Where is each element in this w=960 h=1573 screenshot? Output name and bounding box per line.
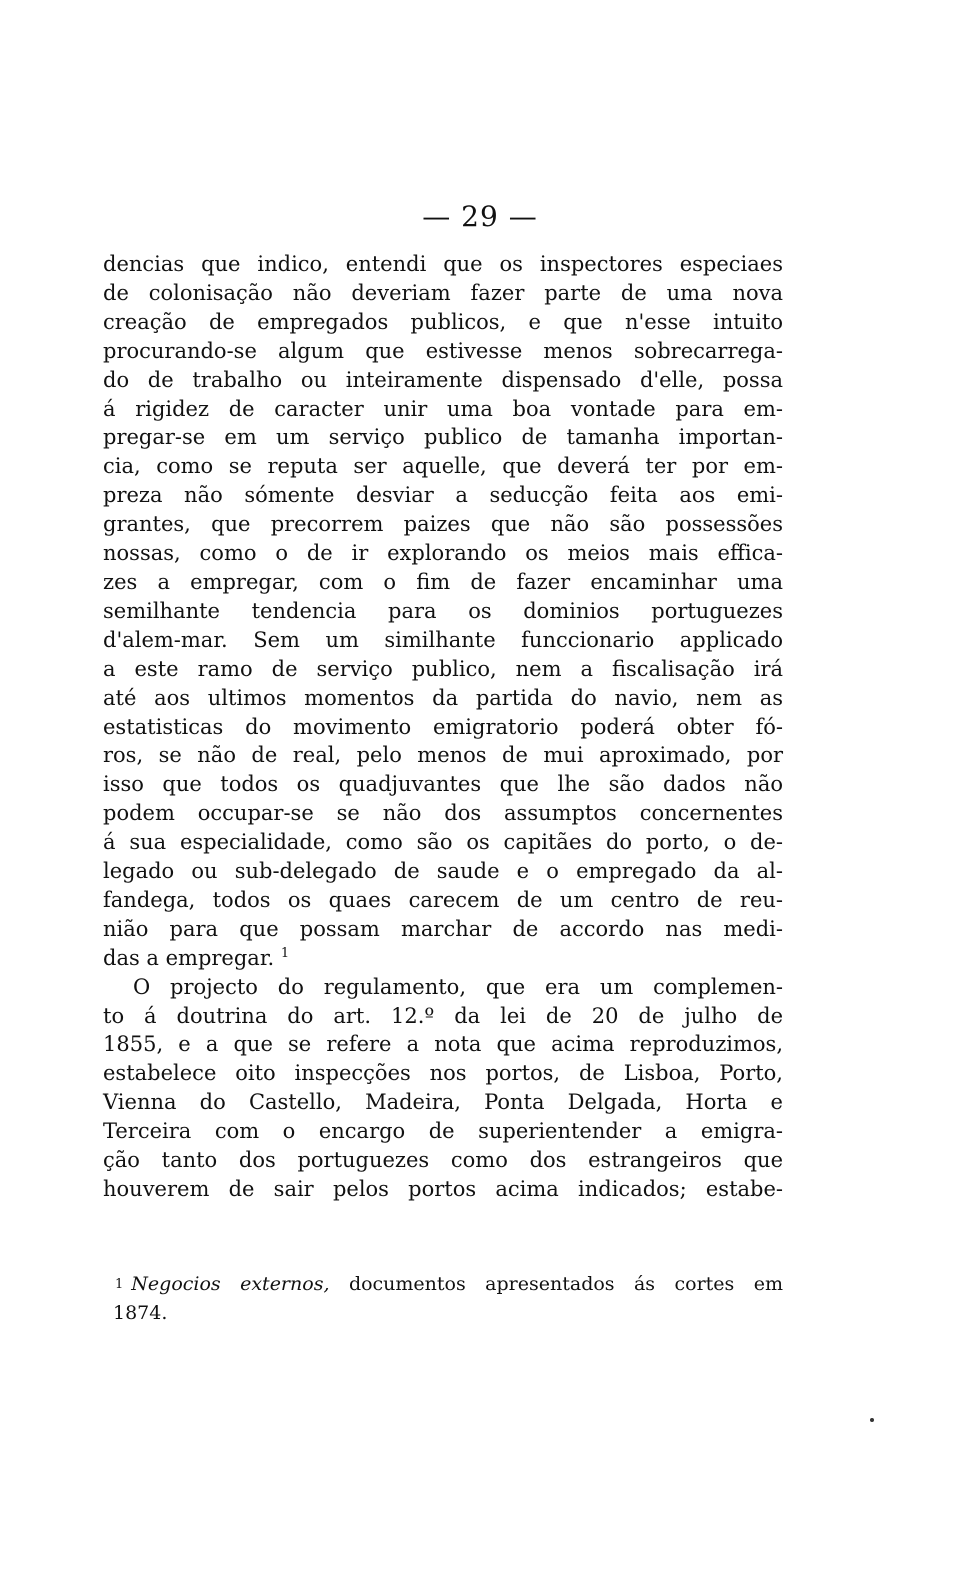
- paragraph-end-line: [103, 944, 783, 973]
- text-line: nião para que possam marchar de accordo nas medi-: [103, 916, 783, 941]
- footnote-title: Negocios externos,: [131, 1273, 330, 1295]
- text-line: de colonisação não deveriam fazer parte de uma nova: [103, 280, 783, 305]
- footnote-text: documentos apresentados ás cortes em: [348, 1273, 783, 1295]
- text-line: O projecto do regulamento, que era um complemen-: [133, 974, 783, 999]
- text-line: d'alem-mar. Sem um similhante funccionario applicado: [103, 627, 783, 652]
- text-line: do de trabalho ou inteiramente dispensado d'elle, possa: [103, 367, 783, 392]
- text-line: to á doutrina do art. 12.º da lei de 20 de julho de: [103, 1003, 783, 1028]
- text-line: zes a empregar, com o fim de fazer encaminhar uma: [103, 569, 783, 594]
- text-line: nossas, como o de ir explorando os meios mais effica-: [103, 541, 783, 566]
- page-number: — 29 —: [422, 200, 538, 233]
- text-line: grantes, que precorrem paizes que não são possessões: [103, 512, 783, 537]
- text-line: procurando-se algum que estivesse menos sobrecarrega-: [103, 338, 783, 363]
- text-line: estatisticas do movimento emigratorio poderá obter fó-: [103, 714, 783, 739]
- text-line: á sua especialidade, como são os capitães do porto, o de-: [103, 830, 783, 855]
- text-line: fandega, todos os quaes carecem de um centro de reu-: [103, 887, 783, 912]
- footnote-year: 1874.: [113, 1302, 168, 1324]
- text-line: ção tanto dos portuguezes como dos estrangeiros que: [103, 1148, 783, 1173]
- text-line: cia, como se reputa ser aquelle, que deverá ter por em-: [103, 454, 783, 479]
- text-line: pregar-se em um serviço publico de tamanha importan-: [103, 425, 783, 450]
- text-line: Vienna do Castello, Madeira, Ponta Delgada, Horta e: [103, 1090, 783, 1115]
- text-line: 1855, e a que se refere a nota que acima reproduzimos,: [103, 1032, 783, 1057]
- paragraph-end-text: das a empregar.: [103, 945, 275, 970]
- text-line: até aos ultimos momentos da partida do navio, nem as: [103, 685, 783, 710]
- text-line: dencias que indico, entendi que os inspectores especiaes: [103, 252, 783, 276]
- footnote: [115, 1270, 783, 1327]
- text-line: ros, se não de real, pelo menos de mui aproximado, por: [103, 743, 783, 768]
- text-line: Terceira com o encargo de superientender a emigra-: [103, 1119, 783, 1144]
- text-line: houverem de sair pelos portos acima indicados; estabe-: [103, 1177, 783, 1201]
- footnote-line: [115, 1270, 783, 1299]
- text-line: creação de empregados publicos, e que n'esse intuito: [103, 309, 783, 334]
- main-text: [103, 250, 783, 1204]
- ink-speck: [870, 1418, 874, 1422]
- text-line: a este ramo de serviço publico, nem a fiscalisação irá: [103, 656, 783, 681]
- footnote-number: 1: [115, 1277, 124, 1292]
- text-line: estabelece oito inspecções nos portos, de Lisboa, Porto,: [103, 1061, 783, 1086]
- footnote-reference[interactable]: 1: [280, 945, 290, 961]
- text-line: podem occupar-se se não dos assumptos concernentes: [103, 801, 783, 826]
- text-line: semilhante tendencia para os dominios portuguezes: [103, 598, 783, 623]
- text-line: preza não sómente desviar a seducção feita aos emi-: [103, 483, 783, 508]
- text-line: isso que todos os quadjuvantes que lhe são dados não: [103, 772, 783, 797]
- text-line: legado ou sub-delegado de saude e o empregado da al-: [103, 859, 783, 884]
- text-line: á rigidez de caracter unir uma boa vontade para em-: [103, 396, 783, 421]
